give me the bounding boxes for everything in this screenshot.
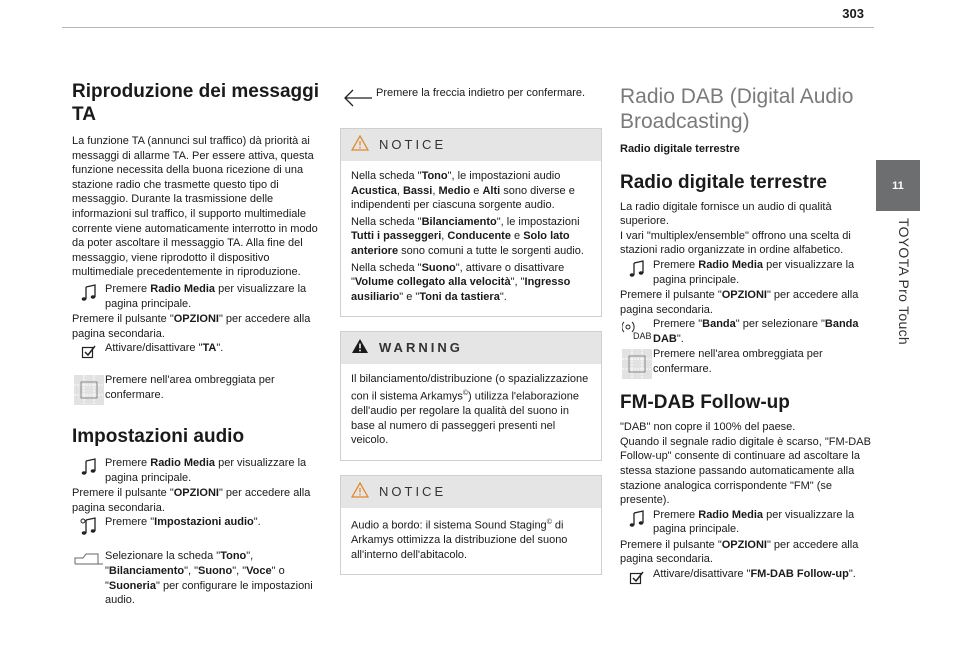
step-text: Premere Radio Media per visualizzare la pagina principale. xyxy=(105,282,307,310)
shaded-grid-icon xyxy=(72,373,105,407)
step-text: Selezionare la scheda "Tono", "Bilanciamento", "Suono", "Voce" o "Suoneria" per configurare le impostazioni audio. xyxy=(105,550,313,607)
checkbox-icon xyxy=(620,567,653,589)
notice-label: NOTICE xyxy=(379,136,447,152)
warning-header xyxy=(341,332,601,364)
notice-box-1 xyxy=(340,128,602,317)
caution-triangle-icon xyxy=(351,482,369,503)
notice-para: Nella scheda "Bilanciamento", le impostazioni Tutti i passeggeri, Conducente e Solo lato anteriore sono comuni a tutte le sorgenti audio. xyxy=(351,215,584,257)
music-note-icon xyxy=(72,456,105,486)
ta-intro: La funzione TA (annunci sul traffico) dà priorità ai messaggi di allarme TA. Per essere attiva, questa funzione necessita della buona ricezione di una stazione radio che trasmette questo tipo di messaggio. Durante la trasmissione delle informazioni sul traffico, il supporto multimediale corrente viene automaticamente interrotto in modo da poter ascoltare il messaggio TA. Alla fine del messaggio, viene riprodotto il dispositivo multimediale precedentemente in riproduzione. xyxy=(72,135,318,279)
step-text: Premere nell'area ombreggiata per confermare. xyxy=(105,374,275,401)
fmdab-para-1: "DAB" non copre il 100% del paese. xyxy=(620,421,796,434)
section-title-digital: Radio digitale terrestre xyxy=(620,171,827,193)
notice-body xyxy=(341,161,601,316)
notice-para: Audio a bordo: il sistema Sound Staging© di Arkamys ottimizza la distribuzione del suono all'interno dell'abitacolo. xyxy=(351,518,568,561)
chapter-tab: 11 xyxy=(876,160,920,211)
notice-para: Nella scheda "Suono", attivare o disattivare "Volume collegato alla velocità", "Ingresso ausiliario" e "Toni da tastiera". xyxy=(351,261,571,303)
top-rule xyxy=(62,27,874,28)
dab-step-band xyxy=(620,317,876,347)
audio-step-settings xyxy=(72,515,326,545)
back-arrow-icon xyxy=(340,86,376,116)
warning-box xyxy=(340,331,602,461)
checkbox-icon xyxy=(72,341,105,363)
music-settings-icon xyxy=(72,515,105,545)
step-text: Premere Radio Media per visualizzare la pagina principale. xyxy=(653,258,855,286)
music-note-icon xyxy=(620,508,653,538)
notice-header xyxy=(341,476,601,508)
step-toggle-ta xyxy=(72,341,326,363)
dab-radio-icon xyxy=(620,317,653,347)
music-note-icon xyxy=(72,282,105,312)
column-2 xyxy=(340,80,602,575)
audio-step-radio-media xyxy=(72,456,326,486)
notice-label: NOTICE xyxy=(379,483,447,499)
fmdab-para-2: Quando il segnale radio digitale è scarso, "FM-DAB Follow-up" consente di continuare ad ascoltare la stessa stazione passando automaticamente alla stazione analogica corrispondente "FM" (se presente). xyxy=(620,435,871,507)
shaded-grid-icon xyxy=(620,347,653,379)
step-text: Premere Radio Media per visualizzare la pagina principale. xyxy=(105,457,307,484)
step-shaded-area xyxy=(72,373,326,407)
notice-box-2 xyxy=(340,475,602,575)
page-number: 303 xyxy=(842,6,864,21)
step-radio-media xyxy=(72,282,326,312)
step-text: Premere Radio Media per visualizzare la pagina principale. xyxy=(653,508,855,536)
dab-step-opzioni: Premere il pulsante "OPZIONI" per accedere alla pagina secondaria. xyxy=(620,288,859,316)
fmdab-step-opzioni: Premere il pulsante "OPZIONI" per accedere alla pagina secondaria. xyxy=(620,538,859,566)
back-arrow-step xyxy=(340,86,602,116)
dab-step-shaded-area xyxy=(620,347,876,379)
warning-label: WARNING xyxy=(379,340,463,356)
step-opzioni: Premere il pulsante "OPZIONI" per accedere alla pagina secondaria. xyxy=(72,312,311,340)
dab-para-2: I vari "multiplex/ensemble" offrono una scelta di stazioni radio organizzate in ordine alfabetico. xyxy=(620,229,851,257)
warning-para: Il bilanciamento/distribuzione (o spazializzazione con il sistema Arkamys©) utilizza l'elaborazione dell'audio per regolare la qualità del suono in base al numero di passeggeri presenti nel veicolo. xyxy=(351,373,589,447)
section-title-fmdab: FM-DAB Follow-up xyxy=(620,392,790,414)
step-text: Premere nell'area ombreggiata per confermare. xyxy=(653,348,823,375)
notice-body xyxy=(341,508,601,574)
step-text: Premere "Impostazioni audio". xyxy=(105,516,261,529)
audio-step-tabs xyxy=(72,549,326,607)
step-text: Premere "Banda" per selezionare "Banda DAB". xyxy=(653,318,859,345)
warning-body xyxy=(341,364,601,460)
step-text: Attivare/disattivare "FM-DAB Follow-up". xyxy=(653,567,856,580)
svg-text:DAB: DAB xyxy=(632,331,652,342)
notice-para: Nella scheda "Tono", le impostazioni audio Acustica, Bassi, Medio e Alti sono diverse e indipendenti per ciascuna sorgente audio. xyxy=(351,170,575,212)
music-note-icon xyxy=(620,258,653,288)
side-title: TOYOTA Pro Touch xyxy=(896,218,912,345)
dab-para-1: La radio digitale fornisce un audio di qualità superiore. xyxy=(620,200,832,228)
warning-triangle-icon xyxy=(351,338,369,359)
column-1 xyxy=(72,80,326,608)
audio-step-opzioni: Premere il pulsante "OPZIONI" per accedere alla pagina secondaria. xyxy=(72,487,311,514)
fmdab-step-radio-media xyxy=(620,508,876,538)
caution-triangle-icon xyxy=(351,135,369,156)
section-title-dab: Radio DAB (Digital Audio Broadcasting) xyxy=(620,85,854,133)
step-text: Attivare/disattivare "TA". xyxy=(105,342,224,355)
column-3 xyxy=(620,80,876,589)
tab-selection-icon xyxy=(72,549,105,571)
fmdab-step-toggle xyxy=(620,567,876,589)
section-title-audio: Impostazioni audio xyxy=(72,426,245,448)
section-title-ta: Riproduzione dei messaggi TA xyxy=(72,81,320,125)
notice-header xyxy=(341,129,601,161)
step-text: Premere la freccia indietro per confermare. xyxy=(376,87,586,99)
dab-step-radio-media xyxy=(620,258,876,288)
dab-subhead: Radio digitale terrestre xyxy=(620,143,740,155)
